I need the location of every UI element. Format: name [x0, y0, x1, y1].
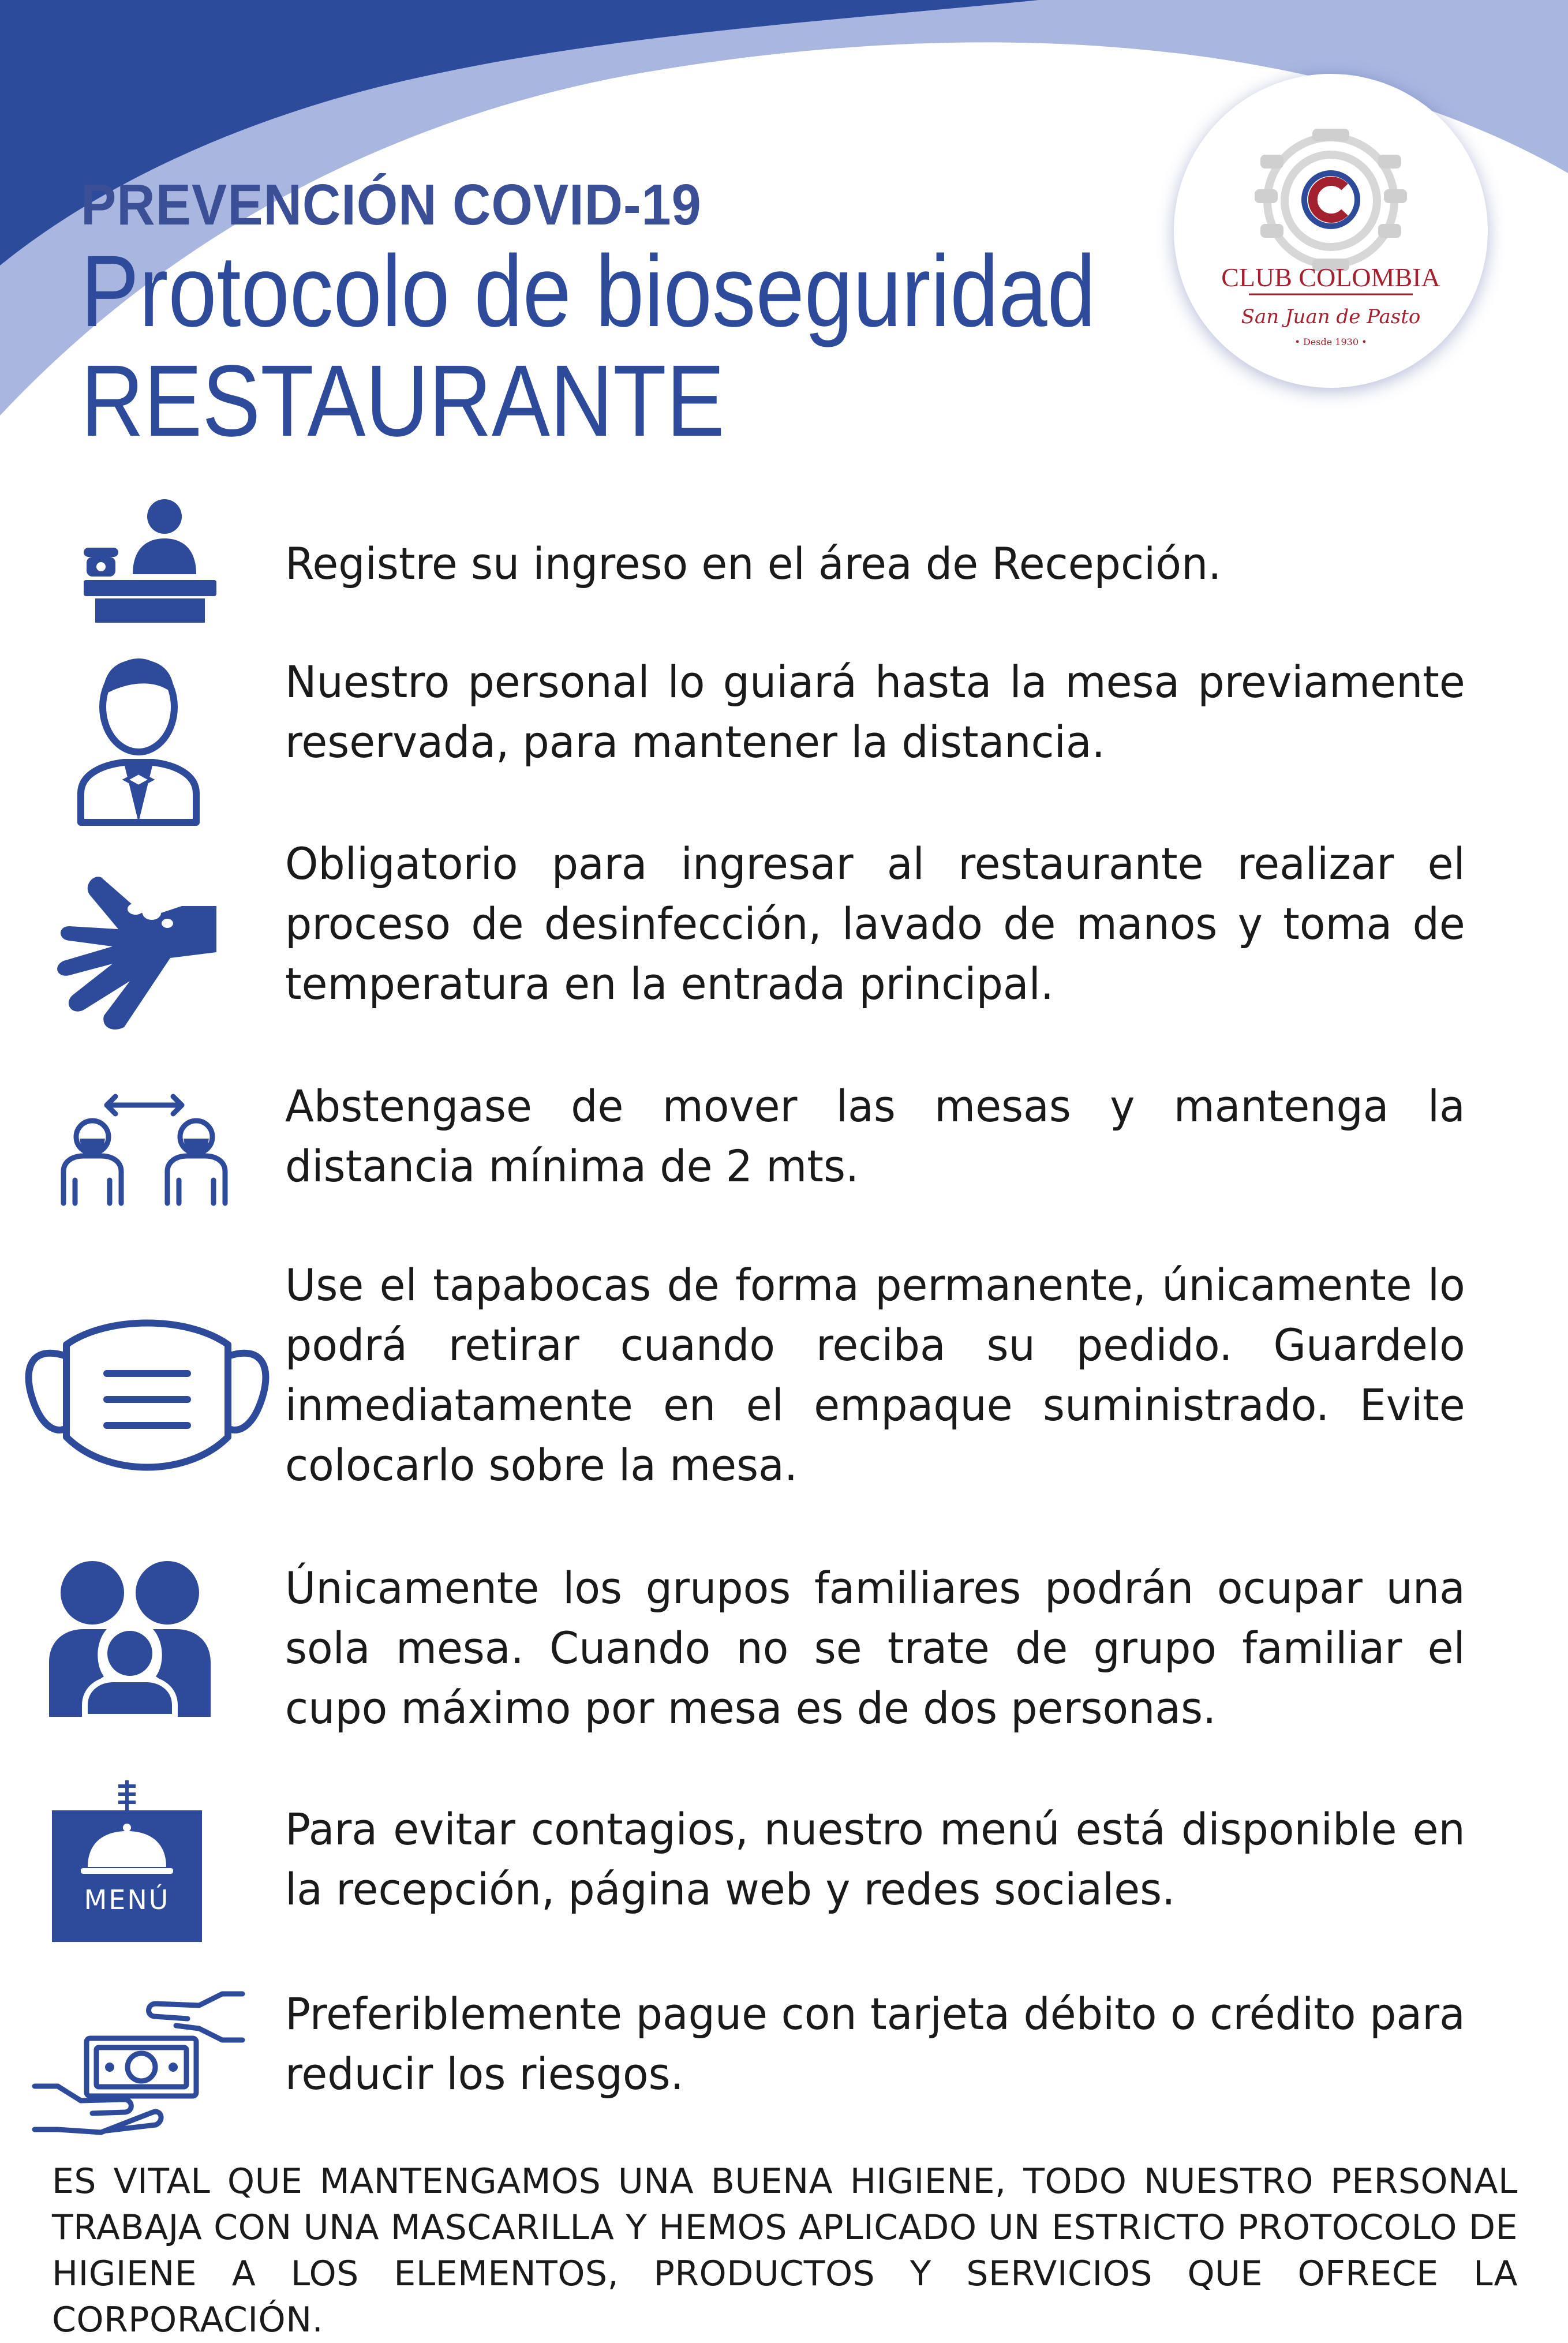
logo-since: • Desde 1930 •	[1294, 336, 1367, 347]
logo-tagline: San Juan de Pasto	[1241, 305, 1421, 328]
page-header	[81, 173, 1261, 456]
protocol-text-mask: Use el tapabocas de forma permanente, únicamente lo podrá retirar cuando reciba su pedido. Guardelo inmediatamente en el empaque suministrado. Evite colocarlo sobre la mesa.	[285, 1259, 1465, 1491]
page-subtitle: RESTAURANTE	[81, 345, 725, 458]
footer-line-3: HIGIENE A LOS ELEMENTOS, PRODUCTOS Y SERVICIOS QUE OFRECE LA CORPORACIÓN.	[52, 2254, 1518, 2340]
footer-line-2: TRABAJA CON UNA MASCARILLA Y HEMOS APLICADO UN ESTRICTO PROTOCOLO DE	[52, 2207, 1518, 2248]
face-mask-icon	[20, 1304, 274, 1489]
hand-washing-icon	[49, 871, 222, 1033]
reception-desk-icon	[78, 493, 216, 626]
footer-line-1: ES VITAL QUE MANTENGAMOS UNA BUENA HIGIENE, TODO NUESTRO PERSONAL	[52, 2161, 1518, 2202]
protocol-text-reception: Registre su ingreso en el área de Recepción.	[285, 538, 1222, 589]
protocol-text-waiter: Nuestro personal lo guiará hasta la mesa previamente reservada, para mantener la distancia.	[285, 656, 1465, 768]
protocol-text-family: Únicamente los grupos familiares podrán ocupar una sola mesa. Cuando no se trate de grupo familiar el cupo máximo por mesa es de dos personas.	[285, 1562, 1465, 1734]
family-group-icon	[49, 1561, 211, 1717]
footer-note	[52, 2158, 1518, 2343]
social-distance-icon	[58, 1088, 231, 1209]
page-title: Protocolo de bioseguridad	[81, 235, 1096, 348]
waiter-icon	[69, 649, 208, 828]
protocol-text-payment: Preferiblemente pague con tarjeta débito o crédito para reducir los riesgos.	[285, 1988, 1465, 2099]
header-kicker: PREVENCIÓN COVID-19	[81, 173, 702, 237]
protocol-text-menu: Para evitar contagios, nuestro menú está disponible en la recepción, página web y redes sociales.	[285, 1803, 1465, 1915]
protocol-text-handwashing: Obligatorio para ingresar al restaurante realizar el proceso de desinfección, lavado de manos y toma de temperatura en la entrada principal.	[285, 838, 1465, 1009]
menu-sign-label: MENÚ	[84, 1884, 170, 1915]
logo-name: CLUB COLOMBIA	[1221, 263, 1440, 292]
card-payment-icon	[32, 1985, 245, 2135]
menu-sign-icon	[52, 1780, 202, 1942]
protocol-text-distance: Abstengase de mover las mesas y mantenga la distancia mínima de 2 mts.	[285, 1080, 1465, 1192]
